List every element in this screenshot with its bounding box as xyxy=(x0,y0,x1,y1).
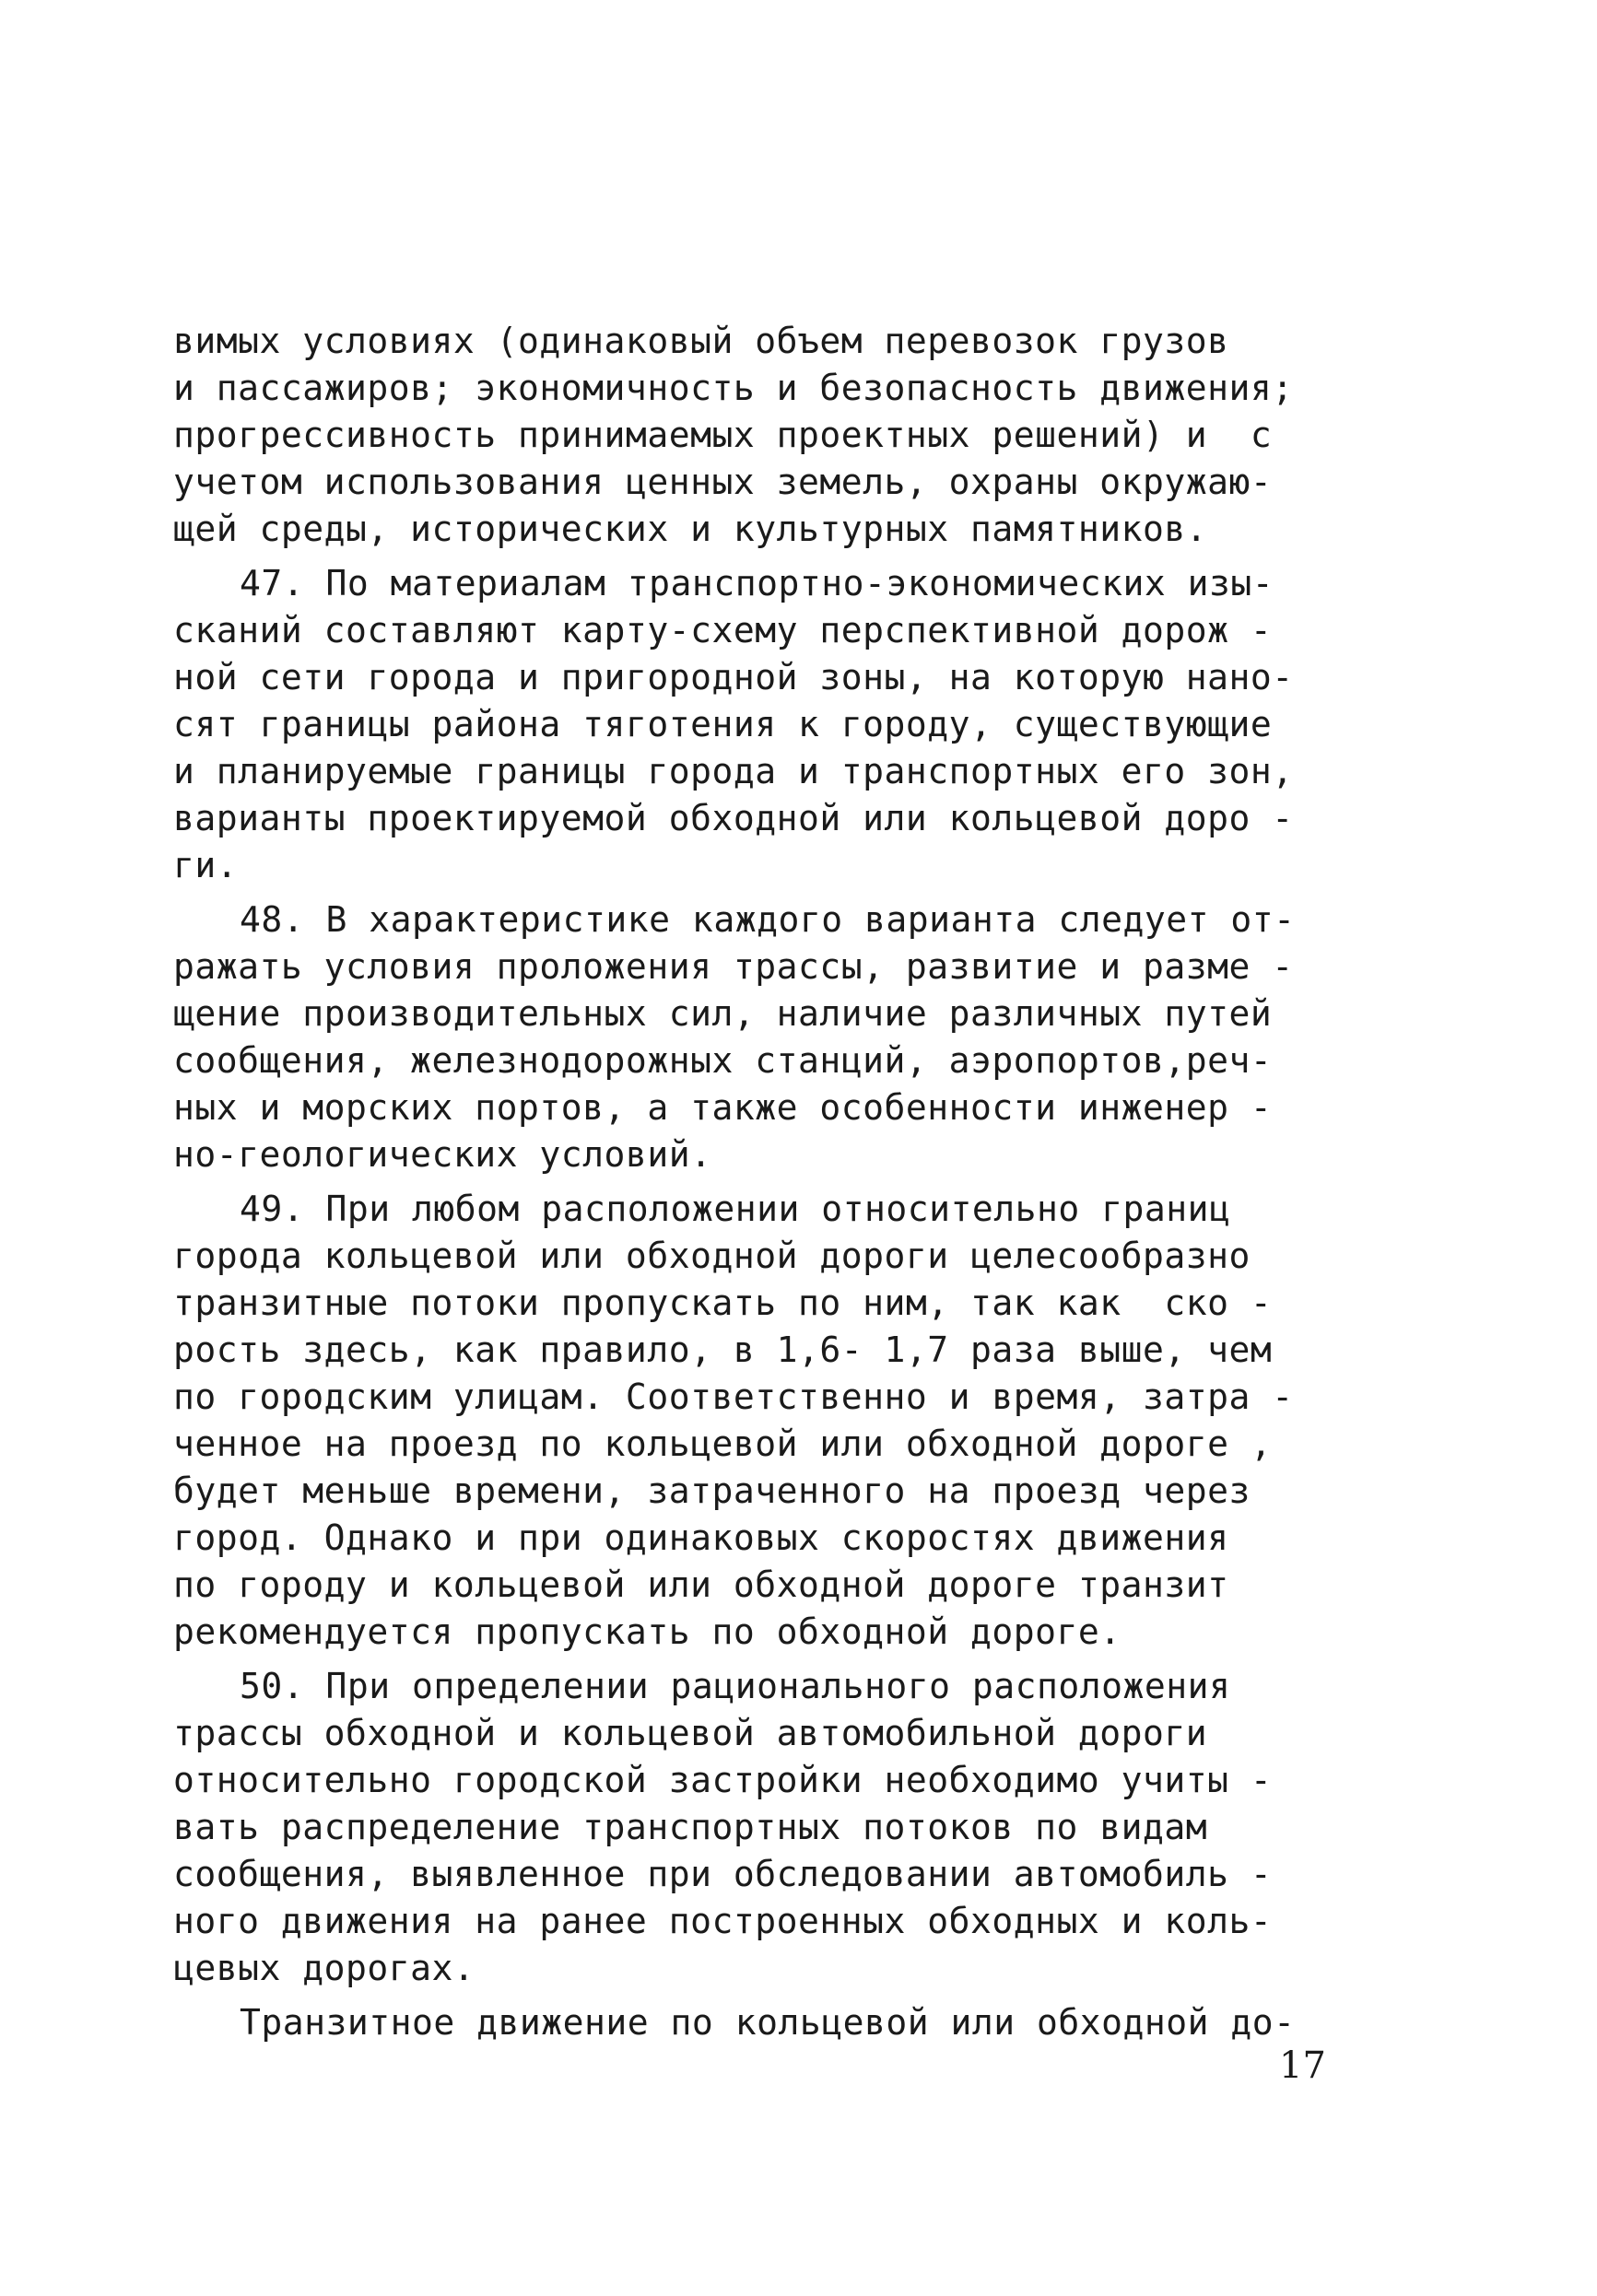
paragraph-50 xyxy=(173,1663,1362,1992)
body-text xyxy=(173,318,1362,2046)
text-line: сканий составляют карту-схему перспективной дорож - xyxy=(173,610,1273,650)
text-line: сят границы района тяготения к городу, существующие xyxy=(173,704,1273,744)
text-line: транзитные потоки пропускать по ним, так как ско - xyxy=(173,1283,1273,1323)
text-line: 48. В характеристике каждого варианта следует от- xyxy=(240,899,1296,940)
paragraph-49 xyxy=(173,1186,1362,1656)
text-line: ражать условия проложения трассы, развитие и разме - xyxy=(173,946,1294,987)
text-line: щей среды, исторических и культурных памятников. xyxy=(173,509,1208,549)
text-line: прогрессивность принимаемых проектных решений) и с xyxy=(173,415,1273,455)
text-line: ной сети города и пригородной зоны, на которую нано- xyxy=(173,657,1294,697)
text-line: но-геологических условий. xyxy=(173,1134,712,1175)
text-line: 49. При любом расположении относительно границ xyxy=(240,1189,1231,1229)
text-line: рость здесь, как правило, в 1,6- 1,7 раза выше, чем xyxy=(173,1330,1273,1370)
paragraph-transit xyxy=(173,1999,1362,2046)
text-line: вимых условиях (одинаковый объем перевозок грузов xyxy=(173,321,1229,361)
text-line: по городским улицам. Соответственно и время, затра - xyxy=(173,1376,1294,1417)
text-line: город. Однако и при одинаковых скоростях движения xyxy=(173,1517,1229,1558)
text-line: ного движения на ранее построенных обходных и коль- xyxy=(173,1901,1273,1941)
text-line: будет меньше времени, затраченного на проезд через xyxy=(173,1470,1251,1511)
text-line: и пассажиров; экономичность и безопасность движения; xyxy=(173,368,1294,408)
text-line: по городу и кольцевой или обходной дороге транзит xyxy=(173,1564,1229,1605)
text-line: города кольцевой или обходной дороги целесообразно xyxy=(173,1236,1251,1276)
text-line: сообщения, железнодорожных станций, аэропортов,реч- xyxy=(173,1040,1273,1081)
text-line: ных и морских портов, а также особенности инженер - xyxy=(173,1087,1273,1128)
text-line: варианты проектируемой обходной или кольцевой доро - xyxy=(173,798,1294,838)
text-line: щение производительных сил, наличие различных путей xyxy=(173,993,1273,1034)
text-line: рекомендуется пропускать по обходной дороге. xyxy=(173,1611,1121,1652)
paragraph-48 xyxy=(173,896,1362,1178)
text-line: трассы обходной и кольцевой автомобильной дороги xyxy=(173,1713,1208,1753)
text-line: 50. При определении рационального расположения xyxy=(240,1666,1231,1706)
text-line: 47. По материалам транспортно-экономических изы- xyxy=(240,563,1274,603)
paragraph-continuation xyxy=(173,318,1362,553)
paragraph-47 xyxy=(173,560,1362,889)
text-line: и планируемые границы города и транспортных его зон, xyxy=(173,751,1294,791)
text-line: вать распределение транспортных потоков по видам xyxy=(173,1807,1208,1847)
text-line: ченное на проезд по кольцевой или обходной дороге , xyxy=(173,1423,1273,1464)
text-line: цевых дорогах. xyxy=(173,1948,476,1988)
text-line: относительно городской застройки необходимо учиты - xyxy=(173,1760,1273,1800)
text-line: учетом использования ценных земель, охраны окружаю- xyxy=(173,462,1273,502)
text-line: ги. xyxy=(173,845,239,885)
text-line: сообщения, выявленное при обследовании автомобиль - xyxy=(173,1854,1273,1894)
text-line: Транзитное движение по кольцевой или обходной до- xyxy=(240,2002,1296,2043)
page-number: 17 xyxy=(1279,2044,1326,2087)
